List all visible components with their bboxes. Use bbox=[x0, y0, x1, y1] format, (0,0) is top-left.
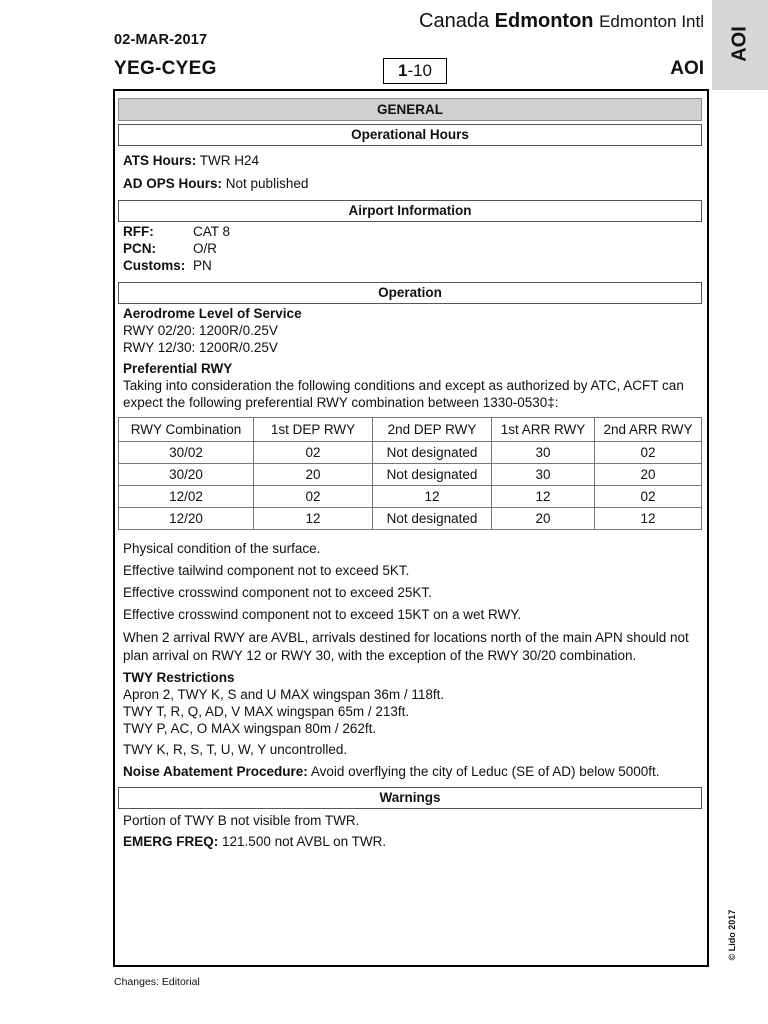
rff-label: RFF: bbox=[123, 224, 154, 239]
chart-date: 02-MAR-2017 bbox=[114, 32, 208, 48]
emerg-value: 121.500 not AVBL on TWR. bbox=[222, 834, 387, 849]
table-cell: 30 bbox=[492, 464, 595, 486]
table-row bbox=[119, 442, 702, 464]
airport-info-rows bbox=[118, 223, 702, 274]
condition: Physical condition of the surface. bbox=[123, 541, 321, 556]
pref-rwy-title: Preferential RWY bbox=[123, 361, 233, 376]
table-cell: 12 bbox=[595, 508, 702, 530]
twy-title: TWY Restrictions bbox=[123, 670, 235, 685]
adops-label: AD OPS Hours: bbox=[123, 176, 223, 191]
customs-value: PN bbox=[193, 258, 212, 273]
page-major: 1 bbox=[397, 61, 408, 80]
condition: Effective crosswind component not to exceed 25KT. bbox=[123, 585, 432, 600]
table-header: RWY Combination bbox=[119, 418, 254, 442]
rff-value: CAT 8 bbox=[193, 224, 231, 239]
table-cell: Not designated bbox=[373, 464, 492, 486]
table-cell: 30/20 bbox=[119, 464, 254, 486]
table-header-row bbox=[119, 418, 702, 442]
warning-line: Portion of TWY B not visible from TWR. bbox=[123, 813, 360, 828]
als-line: RWY 12/30: 1200R/0.25V bbox=[123, 340, 278, 355]
noise-abatement bbox=[118, 763, 702, 780]
customs-label: Customs: bbox=[123, 258, 186, 273]
table-cell: Not designated bbox=[373, 442, 492, 464]
operation-heading: Operation bbox=[118, 282, 702, 304]
table-cell: 30/02 bbox=[119, 442, 254, 464]
page-number bbox=[383, 58, 447, 84]
table-cell: 02 bbox=[254, 486, 373, 508]
copyright: © Lido 2017 bbox=[727, 909, 737, 961]
operational-hours-heading: Operational Hours bbox=[118, 124, 702, 146]
table-cell: 02 bbox=[595, 486, 702, 508]
pcn-value: O/R bbox=[193, 241, 218, 256]
table-cell: 12/20 bbox=[119, 508, 254, 530]
table-cell: 12 bbox=[254, 508, 373, 530]
airport-location bbox=[419, 10, 704, 33]
table-row bbox=[119, 464, 702, 486]
emerg-freq bbox=[118, 833, 702, 850]
noise-value: Avoid overflying the city of Leduc (SE of AD) below 5000ft. bbox=[310, 764, 660, 779]
country: Canada bbox=[419, 10, 490, 32]
content bbox=[118, 98, 702, 850]
table-header: 2nd ARR RWY bbox=[595, 418, 702, 442]
table-cell: 12/02 bbox=[119, 486, 254, 508]
table-cell: 12 bbox=[492, 486, 595, 508]
airport-information-heading: Airport Information bbox=[118, 200, 702, 222]
table-cell: 02 bbox=[595, 442, 702, 464]
ats-label: ATS Hours: bbox=[123, 153, 197, 168]
page-minor: -10 bbox=[407, 61, 433, 80]
warnings-heading: Warnings bbox=[118, 787, 702, 809]
twy-uncontrolled: TWY K, R, S, T, U, W, Y uncontrolled. bbox=[123, 742, 348, 757]
table-cell: 20 bbox=[595, 464, 702, 486]
table-cell: 30 bbox=[492, 442, 595, 464]
ats-hours bbox=[118, 150, 702, 172]
table-cell: Not designated bbox=[373, 508, 492, 530]
general-heading: GENERAL bbox=[118, 98, 702, 121]
table-cell: 20 bbox=[492, 508, 595, 530]
table-header: 1st DEP RWY bbox=[254, 418, 373, 442]
arrival-note: When 2 arrival RWY are AVBL, arrivals destined for locations north of the main APN should not plan arrival on RWY 12 or RWY 30, with the exception of the RWY 30/20 combination. bbox=[123, 630, 689, 663]
footer-changes: Changes: Editorial bbox=[114, 976, 200, 988]
adops-hours bbox=[118, 172, 702, 196]
side-tab-label: AOI bbox=[728, 26, 751, 62]
section-code: AOI bbox=[670, 58, 704, 79]
noise-label: Noise Abatement Procedure: bbox=[123, 764, 308, 779]
condition: Effective tailwind component not to exceed 5KT. bbox=[123, 563, 410, 578]
table-row bbox=[119, 508, 702, 530]
table-header: 1st ARR RWY bbox=[492, 418, 595, 442]
pcn-label: PCN: bbox=[123, 241, 156, 256]
city: Edmonton bbox=[494, 10, 594, 32]
pref-rwy-text: Taking into consideration the following conditions and except as authorized by ATC, ACFT can expect the following preferential RWY combination between 1330-0530‡: bbox=[123, 378, 684, 410]
emerg-label: EMERG FREQ: bbox=[123, 834, 219, 849]
table-cell: 20 bbox=[254, 464, 373, 486]
table-cell: 02 bbox=[254, 442, 373, 464]
side-tab bbox=[712, 0, 768, 90]
als-line: RWY 02/20: 1200R/0.25V bbox=[123, 323, 278, 338]
table-cell: 12 bbox=[373, 486, 492, 508]
airport-code: YEG-CYEG bbox=[114, 58, 217, 79]
twy-line: TWY P, AC, O MAX wingspan 80m / 262ft. bbox=[123, 721, 377, 736]
twy-line: TWY T, R, Q, AD, V MAX wingspan 65m / 213ft. bbox=[123, 704, 410, 719]
als-title: Aerodrome Level of Service bbox=[123, 306, 302, 321]
condition: Effective crosswind component not to exceed 15KT on a wet RWY. bbox=[123, 607, 522, 622]
airport-name: Edmonton Intl bbox=[599, 12, 704, 31]
adops-value: Not published bbox=[225, 176, 309, 191]
table-header: 2nd DEP RWY bbox=[373, 418, 492, 442]
pref-rwy-table bbox=[118, 417, 702, 530]
ats-value: TWR H24 bbox=[199, 153, 260, 168]
table-row bbox=[119, 486, 702, 508]
twy-line: Apron 2, TWY K, S and U MAX wingspan 36m / 118ft. bbox=[123, 687, 445, 702]
